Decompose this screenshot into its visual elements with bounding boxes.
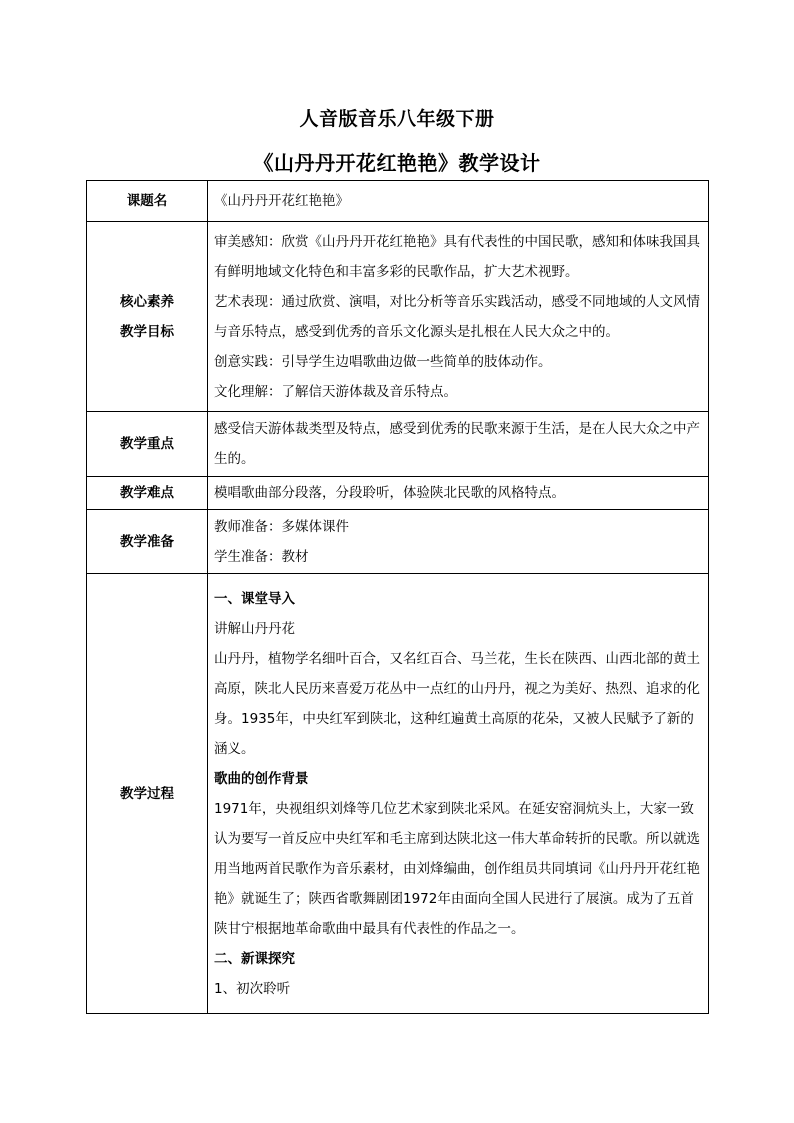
- step1-text: 1、初次聆听: [214, 980, 291, 997]
- difficulties-label: 教学难点: [87, 477, 208, 510]
- section1-heading: 一、课堂导入: [214, 590, 295, 607]
- goals-content: [208, 222, 709, 412]
- table-row-goals: [87, 222, 709, 412]
- intro-line: 讲解山丹丹花: [214, 620, 295, 637]
- document-title: 人音版音乐八年级下册: [299, 108, 495, 130]
- process-content: [208, 574, 709, 1014]
- key-points-label: 教学重点: [87, 412, 208, 477]
- goals-label-line1: 核心素养: [120, 293, 174, 310]
- background-paragraph: 1971年，央视组织刘烽等几位艺术家到陕北采风。在延安窑洞炕头上，大家一致认为要写一首反应中央红军和毛主席到达陕北这一伟大革命转折的民歌。所以就选用当地两首民歌作为音乐素材，由刘烽编曲，创作组员共同填词《山丹丹开花红艳艳》就诞生了；陕西省歌舞剧团1972年由面向全国人民进行了展演。成为了五首陕甘宁根据地革命歌曲中最具有代表性的作品之一。: [214, 800, 700, 937]
- background-heading: 歌曲的创作背景: [214, 770, 309, 787]
- preparation-label: 教学准备: [87, 510, 208, 574]
- goal-creative: 创意实践：引导学生边唱歌曲边做一些简单的肢体动作。: [214, 353, 552, 370]
- topic-label: 课题名: [87, 181, 208, 222]
- process-label: 教学过程: [87, 574, 208, 1014]
- goals-label-line2: 教学目标: [120, 323, 174, 340]
- intro-paragraph: 山丹丹，植物学名细叶百合，又名红百合、马兰花，生长在陕西、山西北部的黄土高原，陕北人民历来喜爱万花丛中一点红的山丹丹，视之为美好、热烈、追求的化身。1935年，中央红军到陕北，这种红遍黄土高原的花朵，又被人民赋予了新的涵义。: [214, 650, 700, 757]
- preparation-student: 学生准备：教材: [214, 548, 309, 565]
- goal-aesthetic: 审美感知：欣赏《山丹丹开花红艳艳》具有代表性的中国民歌，感知和体味我国具有鲜明地域文化特色和丰富多彩的民歌作品，扩大艺术视野。: [214, 233, 700, 280]
- difficulties-value: 模唱歌曲部分段落，分段聆听，体验陕北民歌的风格特点。: [208, 477, 709, 510]
- goal-cultural: 文化理解：了解信天游体裁及音乐特点。: [214, 383, 457, 400]
- table-row-topic: [87, 181, 709, 222]
- goal-artistic: 艺术表现：通过欣赏、演唱，对比分析等音乐实践活动，感受不同地域的人文风情与音乐特点，感受到优秀的音乐文化源头是扎根在人民大众之中的。: [214, 293, 700, 340]
- lesson-plan-table: [86, 180, 709, 1014]
- table-row-difficulties: [87, 477, 709, 510]
- goals-label: [87, 222, 208, 412]
- document-subtitle: 《山丹丹开花红艳艳》教学设计: [253, 151, 541, 175]
- key-points-value: 感受信天游体裁类型及特点，感受到优秀的民歌来源于生活，是在人民大众之中产生的。: [208, 412, 709, 477]
- topic-value: 《山丹丹开花红艳艳》: [208, 181, 709, 222]
- table-row-preparation: [87, 510, 709, 574]
- section2-heading: 二、新课探究: [214, 950, 295, 967]
- preparation-content: [208, 510, 709, 574]
- table-row-key-points: [87, 412, 709, 477]
- table-row-process: [87, 574, 709, 1014]
- preparation-teacher: 教师准备：多媒体课件: [214, 518, 349, 535]
